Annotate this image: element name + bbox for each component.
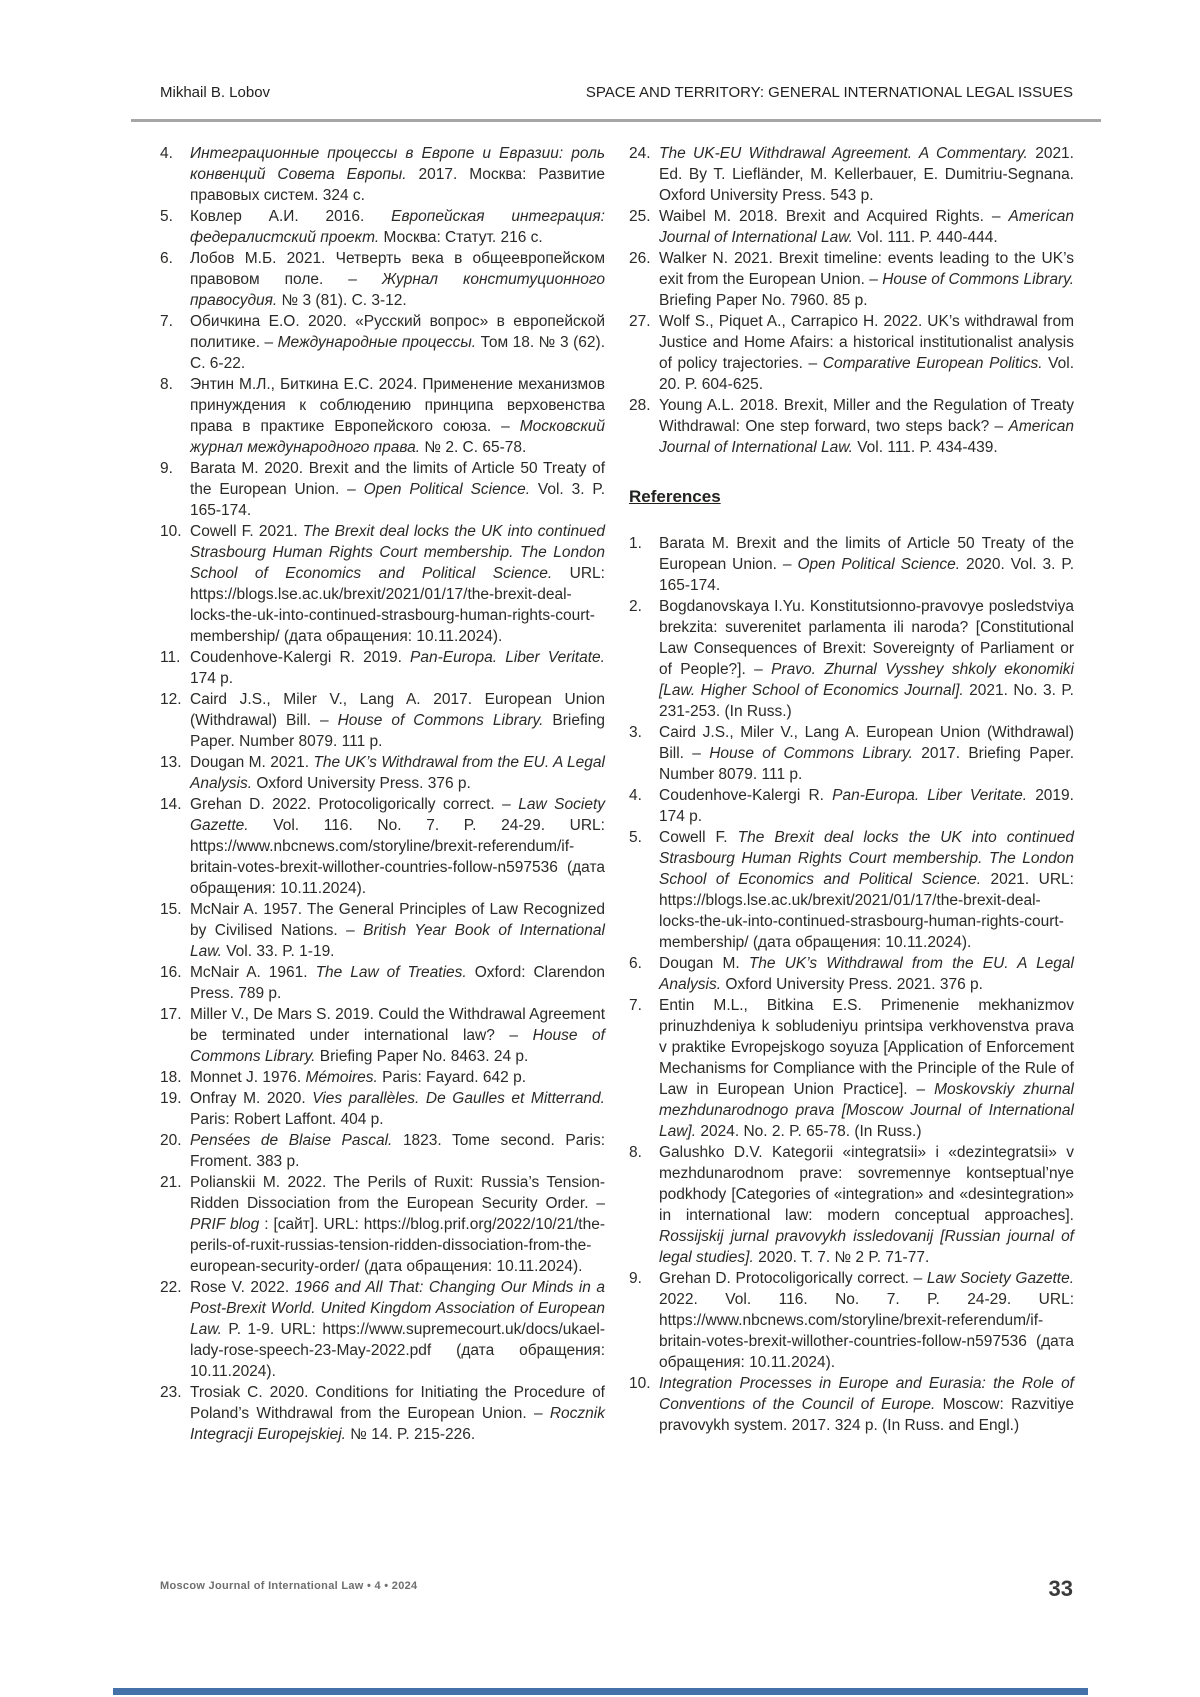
- reference-text: Ковлер А.И. 2016. Европейская интеграция: федералистский проект. Москва: Статут. 216 с.: [190, 208, 605, 246]
- reference-item: [160, 1088, 605, 1130]
- reference-number: 13.: [160, 754, 182, 771]
- reference-item: [629, 1142, 1074, 1268]
- reference-item: [160, 521, 605, 647]
- reference-text: Coudenhove-Kalergi R. 2019. Pan-Europa. Liber Veritate. 174 p.: [190, 649, 605, 687]
- reference-text: Coudenhove-Kalergi R. Pan-Europa. Liber Veritate. 2019. 174 p.: [659, 787, 1074, 825]
- reference-number: 20.: [160, 1132, 182, 1149]
- reference-item: [160, 374, 605, 458]
- reference-item: [160, 206, 605, 248]
- reference-text: McNair A. 1957. The General Principles of Law Recognized by Civilised Nations. – British Year Book of International Law. Vol. 33. P. 1-19.: [190, 901, 605, 960]
- reference-text: Galushko D.V. Kategorii «integratsii» i «dezintegratsii» v mezhdunarodnom prave: sovremennye kontseptual’nye podkhody [Categories of «integration» and «desintegration» in international law: modern conceptual approaches]. Rossijskij jurnal pravovykh issledovanij [Russian journal of legal studies]. 2020. T. 7. № 2 P. 71-77.: [659, 1144, 1074, 1266]
- reference-number: 21.: [160, 1174, 182, 1191]
- reference-item: [160, 1172, 605, 1277]
- reference-number: 19.: [160, 1090, 182, 1107]
- reference-number: 25.: [629, 208, 651, 225]
- reference-text: Dougan M. The UK’s Withdrawal from the EU. A Legal Analysis. Oxford University Press. 2021. 376 p.: [659, 955, 1074, 993]
- reference-text: Polianskii M. 2022. The Perils of Ruxit: Russia’s Tension-Ridden Dissociation from the European Security Order. – PRIF blog : [сайт]. URL: https://blog.prif.org/2022/10/21/the-perils-of-ruxit-russias-tension-ridden-dissociation-from-the-european-security-order/ (дата обращения: 10.11.2024).: [190, 1174, 605, 1275]
- reference-number: 8.: [629, 1144, 642, 1161]
- reference-text: Bogdanovskaya I.Yu. Konstitutsionno-pravovye posledstviya brekzita: suverenitet parlamenta ili naroda? [Constitutional Law Consequences of Brexit: Sovereignty of Parliament or of People?]. – Pravo. Zhurnal Vysshey shkoly ekonomiki [Law. Higher School of Economics Journal]. 2021. No. 3. P. 231-253. (In Russ.): [659, 598, 1074, 720]
- reference-number: 9.: [160, 460, 173, 477]
- reference-text: Caird J.S., Miler V., Lang A. 2017. European Union (Withdrawal) Bill. – House of Commons Library. Briefing Paper. Number 8079. 111 p.: [190, 691, 605, 750]
- reference-item: [629, 953, 1074, 995]
- reference-item: [160, 248, 605, 311]
- reference-number: 7.: [160, 313, 173, 330]
- reference-text: Integration Processes in Europe and Eurasia: the Role of Conventions of the Council of Europe. Moscow: Razvitiye pravovykh system. 2017. 324 p. (In Russ. and Engl.): [659, 1375, 1075, 1434]
- reference-number: 2.: [629, 598, 642, 615]
- reference-item: [629, 143, 1074, 206]
- reference-item: [629, 533, 1074, 596]
- header-author: Mikhail B. Lobov: [160, 84, 271, 101]
- reference-number: 6.: [629, 955, 642, 972]
- footer-journal-line: Moscow Journal of International Law • 4 • 2024: [160, 1580, 418, 1592]
- reference-number: 4.: [629, 787, 642, 804]
- reference-item: [160, 794, 605, 899]
- header-section-title: SPACE AND TERRITORY: GENERAL INTERNATIONAL LEGAL ISSUES: [585, 84, 1073, 101]
- reference-item: [629, 248, 1074, 311]
- bibliography-right-part: [629, 143, 1074, 458]
- reference-text: Entin M.L., Bitkina E.S. Primenenie mekhanizmov prinuzhdeniya k sobludeniyu printsipa verkhovenstva prava v praktike Evropejskogo soyuza [Application of Enforcement Mechanisms for Compliance with the Principle of the Rule of Law in European Union Practice]. – Moskovskiy zhurnal mezhdunarodnogo prava [Moscow Journal of International Law]. 2024. No. 2. P. 65-78. (In Russ.): [659, 997, 1075, 1140]
- reference-text: Onfray M. 2020. Vies parallèles. De Gaulles et Mitterrand. Paris: Robert Laffont. 404 p.: [190, 1090, 605, 1128]
- reference-number: 27.: [629, 313, 651, 330]
- reference-number: 17.: [160, 1006, 182, 1023]
- reference-number: 11.: [160, 649, 181, 666]
- references-list: [629, 533, 1074, 1436]
- reference-text: Caird J.S., Miler V., Lang A. European Union (Withdrawal) Bill. – House of Commons Library. 2017. Briefing Paper. Number 8079. 111 p.: [659, 724, 1075, 783]
- reference-text: Grehan D. 2022. Protocoligorically correct. – Law Society Gazette. Vol. 116. No. 7. P. 24-29. URL: https://www.nbcnews.com/storyline/brexit-referendum/if-britain-votes-brexit-willother-countries-follow-n597536 (дата обращения: 10.11.2024).: [190, 796, 605, 897]
- reference-number: 23.: [160, 1384, 182, 1401]
- reference-text: Waibel M. 2018. Brexit and Acquired Rights. – American Journal of International Law. Vol. 111. P. 440-444.: [659, 208, 1074, 246]
- reference-number: 22.: [160, 1279, 182, 1296]
- reference-number: 15.: [160, 901, 182, 918]
- reference-number: 16.: [160, 964, 182, 981]
- reference-number: 10.: [160, 523, 182, 540]
- reference-number: 28.: [629, 397, 651, 414]
- reference-text: The UK-EU Withdrawal Agreement. A Commentary. 2021. Ed. By T. Liefländer, M. Kellerbauer, E. Dumitriu-Segnana. Oxford University Press. 543 p.: [659, 145, 1074, 204]
- reference-text: Monnet J. 1976. Mémoires. Paris: Fayard. 642 p.: [190, 1069, 527, 1086]
- reference-item: [160, 311, 605, 374]
- right-column: [629, 143, 1074, 1445]
- reference-item: [629, 311, 1074, 395]
- reference-item: [629, 1268, 1074, 1373]
- reference-text: Лобов М.Б. 2021. Четверть века в общеевропейском правовом поле. – Журнал конституционного правосудия. № 3 (81). С. 3-12.: [190, 250, 605, 309]
- reference-item: [160, 1067, 605, 1088]
- reference-number: 14.: [160, 796, 182, 813]
- reference-item: [160, 1277, 605, 1382]
- reference-text: Rose V. 2022. 1966 and All That: Changing Our Minds in a Post-Brexit World. United Kingdom Association of European Law. P. 1-9. URL: https://www.supremecourt.uk/docs/ukael-lady-rose-speech-23-May-2022.pdf (дата обращения: 10.11.2024).: [190, 1279, 605, 1380]
- reference-item: [629, 1373, 1074, 1436]
- reference-text: Barata M. 2020. Brexit and the limits of Article 50 Treaty of the European Union. – Open Political Science. Vol. 3. P. 165-174.: [190, 460, 606, 519]
- reference-item: [160, 458, 605, 521]
- reference-item: [629, 827, 1074, 953]
- reference-item: [160, 143, 605, 206]
- reference-item: [629, 785, 1074, 827]
- reference-text: McNair A. 1961. The Law of Treaties. Oxford: Clarendon Press. 789 p.: [190, 964, 606, 1002]
- reference-text: Wolf S., Piquet A., Carrapico H. 2022. UK’s withdrawal from Justice and Home Afairs: a historical institutionalist analysis of policy trajectories. – Comparative European Politics. Vol. 20. P. 604-625.: [659, 313, 1075, 393]
- reference-item: [160, 899, 605, 962]
- reference-number: 1.: [629, 535, 642, 552]
- reference-item: [629, 596, 1074, 722]
- reference-number: 26.: [629, 250, 651, 267]
- reference-text: Walker N. 2021. Brexit timeline: events leading to the UK’s exit from the European Union. – House of Commons Library. Briefing Paper No. 7960. 85 p.: [659, 250, 1075, 309]
- reference-text: Miller V., De Mars S. 2019. Could the Withdrawal Agreement be terminated under international law? – House of Commons Library. Briefing Paper No. 8463. 24 p.: [190, 1006, 605, 1065]
- bottom-decoration-bar: [113, 1688, 1088, 1695]
- reference-text: Cowell F. 2021. The Brexit deal locks the UK into continued Strasbourg Human Rights Court membership. The London School of Economics and Political Science. URL: https://blogs.lse.ac.uk/brexit/2021/01/17/the-brexit-deal-locks-the-uk-into-continued-strasbourg-human-rights-court-membership/ (дата обращения: 10.11.2024).: [190, 523, 605, 645]
- page-header: [160, 84, 1073, 101]
- reference-number: 8.: [160, 376, 173, 393]
- reference-text: Интеграционные процессы в Европе и Евразии: роль конвенций Совета Европы. 2017. Москва: Развитие правовых систем. 324 с.: [190, 145, 605, 204]
- reference-number: 5.: [629, 829, 642, 846]
- reference-number: 18.: [160, 1069, 182, 1086]
- reference-number: 10.: [629, 1375, 651, 1392]
- reference-item: [160, 962, 605, 1004]
- reference-text: Trosiak C. 2020. Conditions for Initiating the Procedure of Poland’s Withdrawal from the European Union. – Rocznik Integracji Europejskiej. № 14. P. 215-226.: [190, 1384, 605, 1443]
- reference-item: [629, 995, 1074, 1142]
- reference-item: [629, 722, 1074, 785]
- reference-item: [160, 689, 605, 752]
- reference-number: 6.: [160, 250, 173, 267]
- reference-text: Обичкина Е.О. 2020. «Русский вопрос» в европейской политике. – Международные процессы. Том 18. № 3 (62). С. 6-22.: [190, 313, 605, 372]
- reference-item: [629, 206, 1074, 248]
- reference-text: Энтин М.Л., Биткина Е.С. 2024. Применение механизмов принуждения к соблюдению принципа верховенства права в практике Европейского союза. – Московский журнал международного права. № 2. С. 65-78.: [190, 376, 605, 456]
- reference-number: 7.: [629, 997, 642, 1014]
- reference-number: 12.: [160, 691, 182, 708]
- reference-number: 9.: [629, 1270, 642, 1287]
- reference-number: 24.: [629, 145, 651, 162]
- reference-text: Dougan M. 2021. The UK’s Withdrawal from the EU. A Legal Analysis. Oxford University Press. 376 p.: [190, 754, 605, 792]
- left-column: [160, 143, 605, 1445]
- page-number: 33: [1048, 1576, 1073, 1601]
- header-rule: [131, 119, 1101, 122]
- reference-item: [160, 647, 605, 689]
- references-heading: References: [629, 487, 721, 506]
- two-column-body: [160, 143, 1074, 1445]
- reference-text: Barata M. Brexit and the limits of Article 50 Treaty of the European Union. – Open Political Science. 2020. Vol. 3. P. 165-174.: [659, 535, 1074, 594]
- reference-item: [160, 752, 605, 794]
- reference-item: [629, 395, 1074, 458]
- reference-text: Young A.L. 2018. Brexit, Miller and the Regulation of Treaty Withdrawal: One step forward, two steps back? – American Journal of International Law. Vol. 111. P. 434-439.: [659, 397, 1074, 456]
- reference-number: 5.: [160, 208, 173, 225]
- reference-text: Cowell F. The Brexit deal locks the UK into continued Strasbourg Human Rights Court membership. The London School of Economics and Political Science. 2021. URL: https://blogs.lse.ac.uk/brexit/2021/01/17/the-brexit-deal-locks-the-uk-into-continued-strasbourg-human-rights-court-membership/ (дата обращения: 10.11.2024).: [659, 829, 1075, 951]
- reference-number: 3.: [629, 724, 642, 741]
- reference-text: Grehan D. Protocoligorically correct. – Law Society Gazette. 2022. Vol. 116. No. 7. P. 24-29. URL: https://www.nbcnews.com/storyline/brexit-referendum/if-britain-votes-brexit-willother-countries-follow-n597536 (дата обращения: 10.11.2024).: [659, 1270, 1075, 1371]
- reference-number: 4.: [160, 145, 173, 162]
- reference-item: [160, 1382, 605, 1445]
- reference-text: Pensées de Blaise Pascal. 1823. Tome second. Paris: Froment. 383 p.: [190, 1132, 606, 1170]
- reference-item: [160, 1004, 605, 1067]
- reference-item: [160, 1130, 605, 1172]
